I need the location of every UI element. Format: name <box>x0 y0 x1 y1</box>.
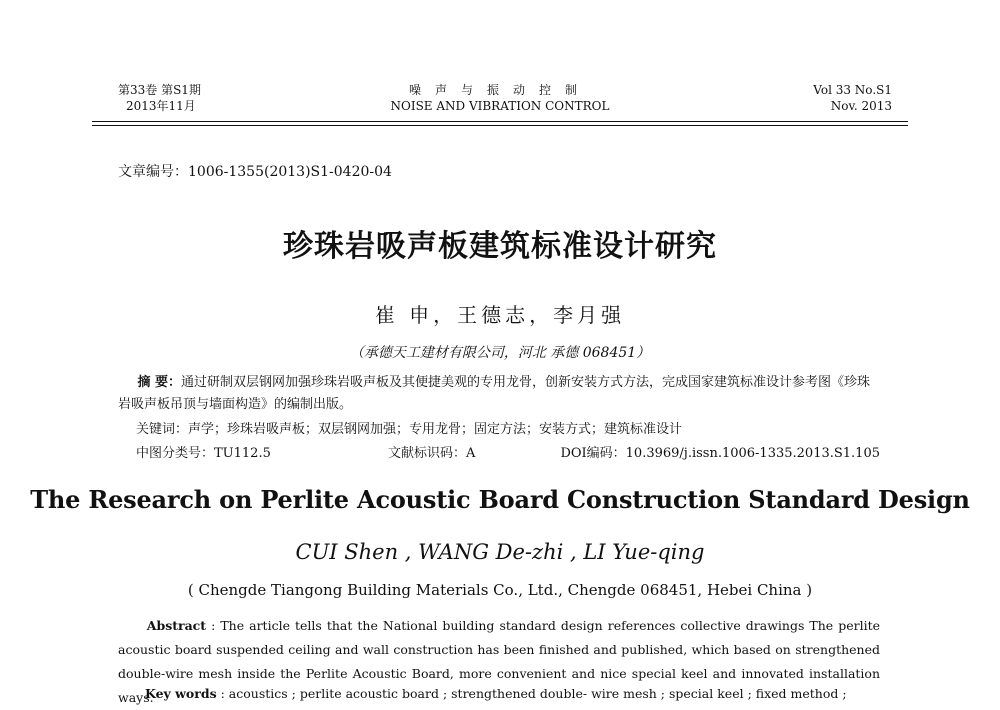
keywords-cn <box>136 420 880 440</box>
volume-issue-en: Vol 33 No.S1 <box>813 83 892 97</box>
keywords-text-en: : acoustics ; perlite acoustic board ; strengthened double- wire mesh ; special keel ; fixed method ; <box>216 686 847 701</box>
abstract-text-en: : The article tells that the National building standard design references collective drawings The perlite acoustic board suspended ceiling and wall construction has been finished and published, which based on strengthened double-wire mesh inside the Perlite Acoustic Board, more convenient and nice special keel and innovated installation ways. <box>118 618 880 705</box>
paper-title-cn: 珍珠岩吸声板建筑标准设计研究 <box>283 229 717 264</box>
clc-number: 中图分类号：TU112.5 <box>136 446 271 461</box>
publication-date-en: Nov. 2013 <box>830 99 892 113</box>
keywords-en <box>145 686 880 702</box>
header-rule-thick <box>92 121 908 122</box>
abstract-label-cn: 摘 要： <box>137 375 182 390</box>
keywords-label-en: Key words <box>145 686 217 701</box>
authors-cn: 崔 申，王德志，李月强 <box>374 303 626 327</box>
publication-date-cn: 2013年11月 <box>126 99 196 113</box>
journal-name-en: NOISE AND VIBRATION CONTROL <box>390 99 610 113</box>
paper-title-en: The Research on Perlite Acoustic Board Construction Standard Design <box>30 485 970 514</box>
journal-name-cn: 噪声与振动控制 <box>408 83 591 97</box>
affiliation-cn: （承德天工建材有限公司，河北 承德 068451） <box>349 345 651 361</box>
article-number: 文章编号：1006-1355(2013)S1-0420-04 <box>118 164 392 180</box>
affiliation-en: ( Chengde Tiangong Building Materials Co., Ltd., Chengde 068451, Hebei China ) <box>187 581 813 599</box>
header-rule-thin <box>92 125 908 126</box>
journal-volume-info-en <box>813 82 892 114</box>
abstract-text-cn: 通过研制双层钢网加强珍珠岩吸声板及其便捷美观的专用龙骨，创新安装方式方法，完成国家建筑标准设计参考图《珍珠岩吸声板吊顶与墙面构造》的编制出版。 <box>118 375 871 412</box>
keywords-label-cn: 关键词： <box>136 422 189 437</box>
doi: DOI编码：10.3969/j.issn.1006-1335.2013.S1.105 <box>560 446 880 461</box>
authors-en: CUI Shen , WANG De-zhi , LI Yue-qing <box>295 540 705 564</box>
abstract-label-en: Abstract <box>146 618 207 633</box>
document-code: 文献标识码：A <box>388 446 476 461</box>
volume-issue: 第33卷 第S1期 <box>118 83 201 97</box>
keywords-text-cn: 声学；珍珠岩吸声板；双层钢网加强；专用龙骨；固定方法；安装方式；建筑标准设计 <box>188 422 683 437</box>
abstract-cn <box>118 372 880 416</box>
